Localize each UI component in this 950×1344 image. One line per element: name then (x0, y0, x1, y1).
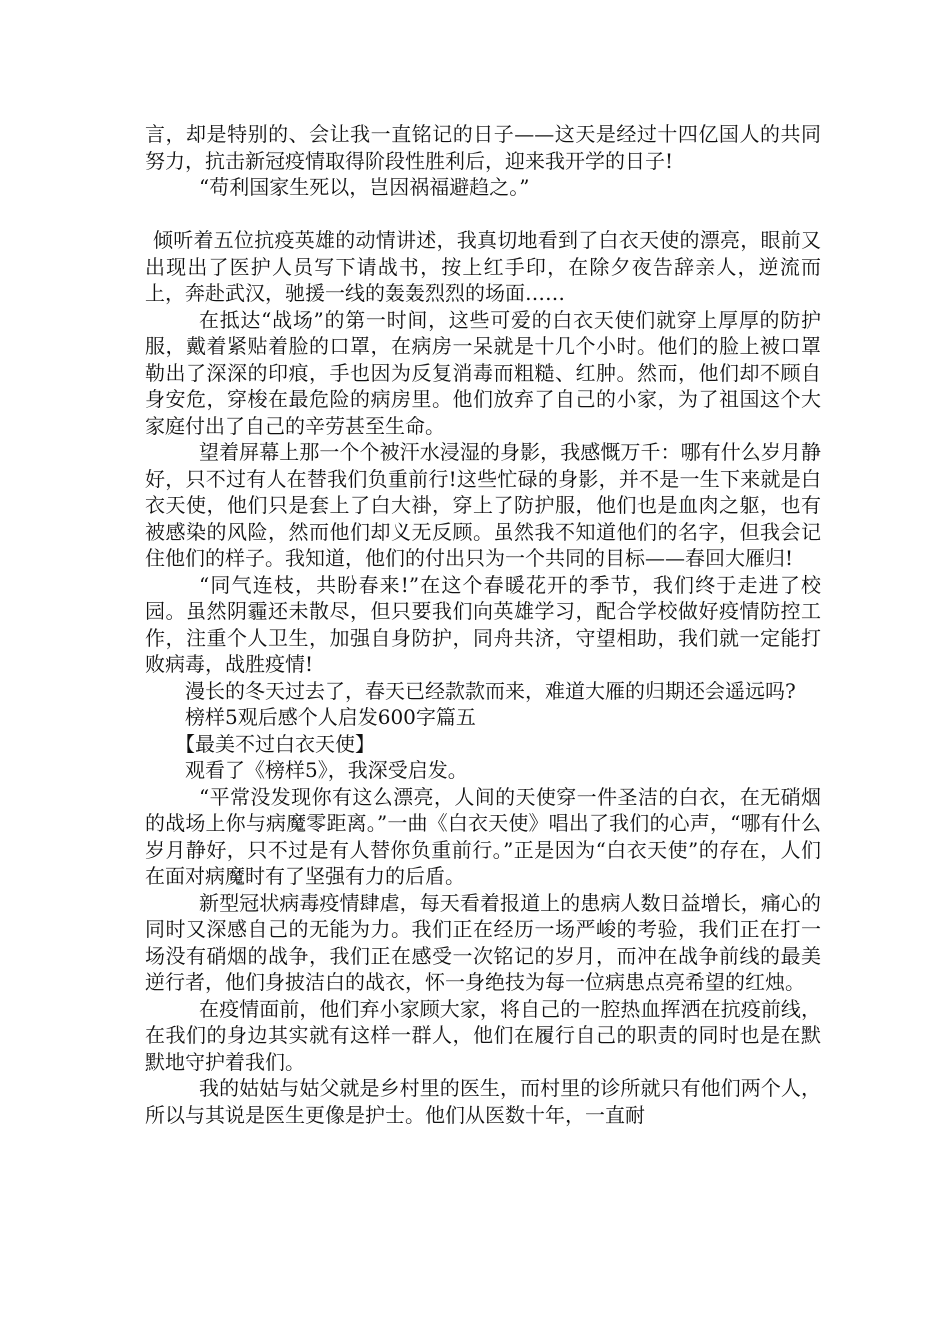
document-body (145, 121, 821, 1128)
paragraph: 言，却是特别的、会让我一直铭记的日子——这天是经过十四亿国人的共同努力，抗击新冠疫情取得阶段性胜利后，迎来我开学的日子! (145, 122, 821, 173)
section-heading: 榜样5观后感个人启发600字篇五 (145, 705, 476, 729)
blank-line (145, 201, 821, 228)
paragraph: “平常没发现你有这么漂亮，人间的天使穿一件圣洁的白衣，在无硝烟的战场上你与病魔零距离。”一曲《白衣天使》唱出了我们的心声，“哪有什么岁月静好，只不过是有人替你负重前行。”正是因为“白衣天使”的存在，人们在面对病魔时有了坚强有力的后盾。 (145, 784, 821, 888)
paragraph: 倾听着五位抗疫英雄的动情讲述，我真切地看到了白衣天使的漂亮，眼前又出现出了医护人员写下请战书，按上红手印，在除夕夜告辞亲人，逆流而上，奔赴武汉，驰援一线的轰轰烈烈的场面…… (145, 228, 821, 305)
paragraph: 在疫情面前，他们弃小家顾大家，将自己的一腔热血挥洒在抗疫前线，在我们的身边其实就有这样一群人，他们在履行自己的职责的同时也是在默默地守护着我们。 (145, 996, 821, 1074)
paragraph: 新型冠状病毒疫情肆虐，每天看着报道上的患病人数日益增长，痛心的同时又深感自己的无能为力。我们正在经历一场严峻的考验，我们正在打一场没有硝烟的战争，我们正在感受一次铭记的岁月，而冲在战争前线的最美逆行者，他们身披洁白的战衣，怀一身绝技为每一位病患点亮希望的红烛。 (145, 890, 821, 994)
paragraph: 望着屏幕上那一个个被汗水浸湿的身影，我感慨万千：哪有什么岁月静好，只不过有人在替我们负重前行!这些忙碌的身影，并不是一生下来就是白衣天使，他们只是套上了白大褂，穿上了防护服，他们也是血肉之躯，也有被感染的风险，然而他们却义无反顾。虽然我不知道他们的名字，但我会记住他们的样子。我知道，他们的付出只为一个共同的目标——春回大雁归! (145, 440, 821, 570)
quote-paragraph: “苟利国家生死以，岂因祸福避趋之。” (199, 175, 530, 199)
paragraph: 我的姑姑与姑父就是乡村里的医生，而村里的诊所就只有他们两个人，所以与其说是医生更像是护士。他们从医数十年，一直耐 (145, 1076, 821, 1127)
section-subtitle: 【最美不过白衣天使】 (145, 731, 375, 756)
paragraph: 在抵达“战场”的第一时间，这些可爱的白衣天使们就穿上厚厚的防护服，戴着紧贴着脸的口罩，在病房一呆就是十几个小时。他们的脸上被口罩勒出了深深的印痕，手也因为反复消毒而粗糙、红肿。然而，他们却不顾自身安危，穿梭在最危险的病房里。他们放弃了自己的小家，为了祖国这个大家庭付出了自己的辛劳甚至生命。 (145, 307, 821, 438)
paragraph: 漫长的冬天过去了，春天已经款款而来，难道大雁的归期还会遥远吗? (145, 678, 796, 703)
paragraph: 观看了《榜样5》，我深受启发。 (145, 758, 468, 782)
paragraph: “同气连枝，共盼春来!”在这个春暖花开的季节，我们终于走进了校园。虽然阴霾还未散尽，但只要我们向英雄学习，配合学校做好疫情防控工作，注重个人卫生，加强自身防护，同舟共济，守望相助，我们就一定能打败病毒，战胜疫情! (145, 572, 821, 676)
